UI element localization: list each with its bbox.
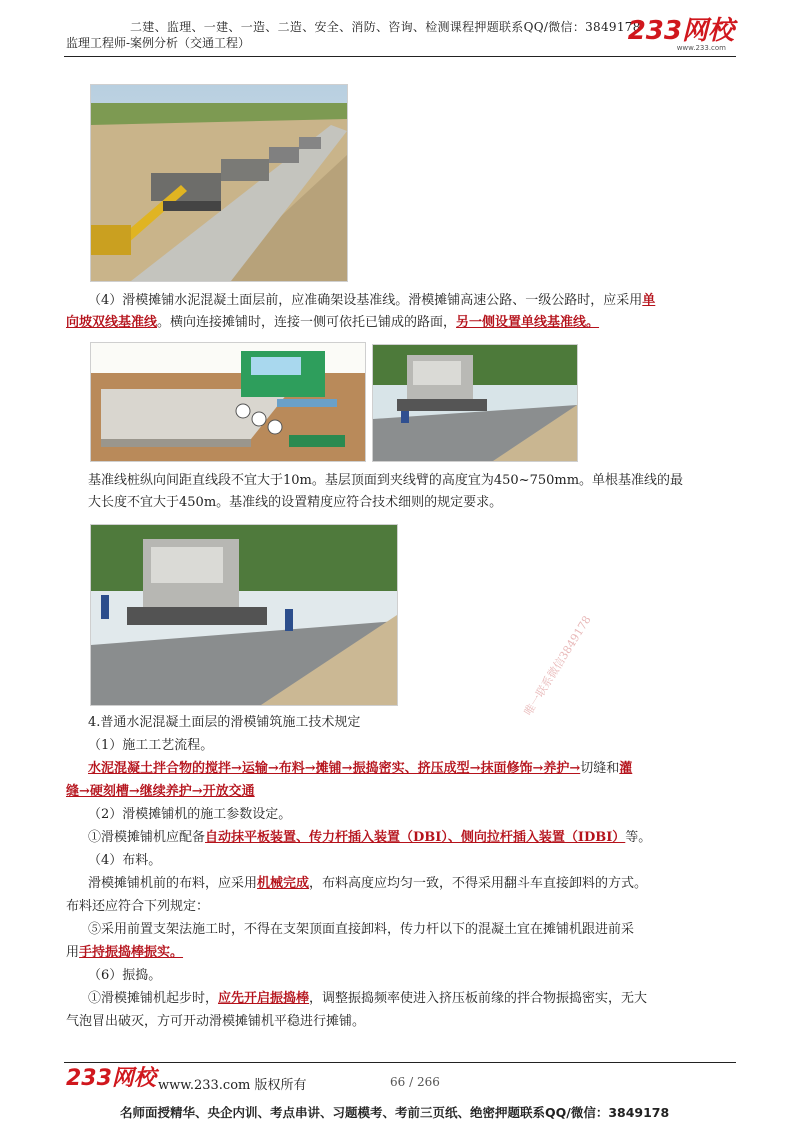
photo-paver-road-large [90,524,398,706]
item-1-title: （1）施工工艺流程。 [88,738,214,753]
item-4-line-1 [88,873,740,895]
item-2-text-a: ①滑模摊铺机应配备 [88,830,206,845]
footer-copyright: www.233.com 版权所有 [158,1078,307,1093]
process-flow-line-2 [66,781,718,803]
item-2-detail [88,827,740,849]
footer-divider [64,1062,736,1063]
paragraph-4-text-a: （4）滑模摊铺水泥混凝土面层前，应准确架设基准线。滑模摊铺高速公路、一级公路时，应采用 [88,293,643,308]
item-6-line-1 [88,988,740,1010]
item-6-title: （6）振捣。 [88,968,162,983]
highlight-baseline-type-a: 单 [642,293,656,308]
item-6-line-2: 气泡冒出破灭，方可开动滑模摊铺机平稳进行摊铺。 [66,1014,366,1029]
brand-logo: 233网校 [627,16,734,46]
item-6-highlight: 应先开启振捣棒 [218,991,310,1006]
item-4-text-b: ，布料高度应均匀一致，不得采用翻斗车直接卸料的方式。 [309,876,648,891]
page-number: 66 / 266 [390,1075,440,1089]
highlight-single-line: 另一侧设置单线基准线。 [456,315,600,330]
baseline-spec-line-1: 基准线桩纵向间距直线段不宜大于10m。基层顶面到夹线臂的高度宜为450~750mm。单根基准线的最 [88,473,684,488]
paragraph-4-line-2 [66,312,718,334]
item-4-highlight-2: 手持振捣棒振实。 [79,945,184,960]
document-subtitle: 监理工程师-案例分析（交通工程） [66,36,251,50]
item-4-text-c: 用 [66,945,80,960]
process-flow-highlight-a: 水泥混凝土拌合物的搅拌→运输→布料→摊铺→振捣密实、挤压成型→抹面修饰→养护→ [88,761,581,776]
highlight-baseline-type-b: 向坡双线基准线 [66,315,158,330]
process-flow-highlight-b: 灌 [619,761,633,776]
item-6-text-a: ①滑模摊铺机起步时， [88,991,219,1006]
item-6-text-b: ，调整振捣频率使进入挤压板前缘的拌合物振捣密实，无大 [309,991,648,1006]
paragraph-4-line-1 [88,290,740,312]
item-4-text-a: 滑模摊铺机前的布料，应采用 [88,876,258,891]
paragraph-4-text-b: 。横向连接摊铺时，连接一侧可依托已铺成的路面， [157,315,457,330]
footer-promo-line: 名师面授精华、央企内训、考点串讲、习题模考、考前三页纸、绝密押题联系QQ/微信：3849178 [120,1105,670,1120]
item-2-highlight: 自动抹平板装置、传力杆插入装置（DBI）、侧向拉杆插入装置（IDBI） [205,830,626,845]
process-flow-highlight-c: 缝→硬刻槽→继续养护→开放交通 [66,784,255,799]
item-4-line-4 [66,942,718,964]
item-2-title: （2）滑模摊铺机的施工参数设定。 [88,807,292,822]
watermark-text: 唯一联系微信3849178 [521,613,594,718]
footer-logo: 233网校 [66,1066,156,1091]
item-4-highlight: 机械完成 [257,876,310,891]
process-flow-line-1 [88,758,740,780]
diagram-slipform-paver [90,342,366,462]
item-4-line-3: ⑤采用前置支架法施工时，不得在支架顶面直接卸料，传力杆以下的混凝土宜在摊铺机跟进前采 [88,922,635,937]
photo-paving-train [90,84,348,282]
item-2-text-b: 等。 [625,830,652,845]
brand-logo-url: www.233.com [676,44,726,52]
item-4-line-2: 布料还应符合下列规定： [66,899,210,914]
process-flow-plain: 切缝和 [580,761,620,776]
section-heading: 4.普通水泥混凝土面层的滑模铺筑施工技术规定 [88,715,361,730]
header-promo-line: 二建、监理、一建、一造、二造、安全、消防、咨询、检测课程押题联系QQ/微信：3849178 [130,20,641,34]
baseline-spec-line-2: 大长度不宜大于450m。基准线的设置精度应符合技术细则的规定要求。 [88,495,503,510]
photo-paver-road-small [372,344,578,462]
item-4-title: （4）布料。 [88,853,162,868]
header-divider [64,56,736,57]
